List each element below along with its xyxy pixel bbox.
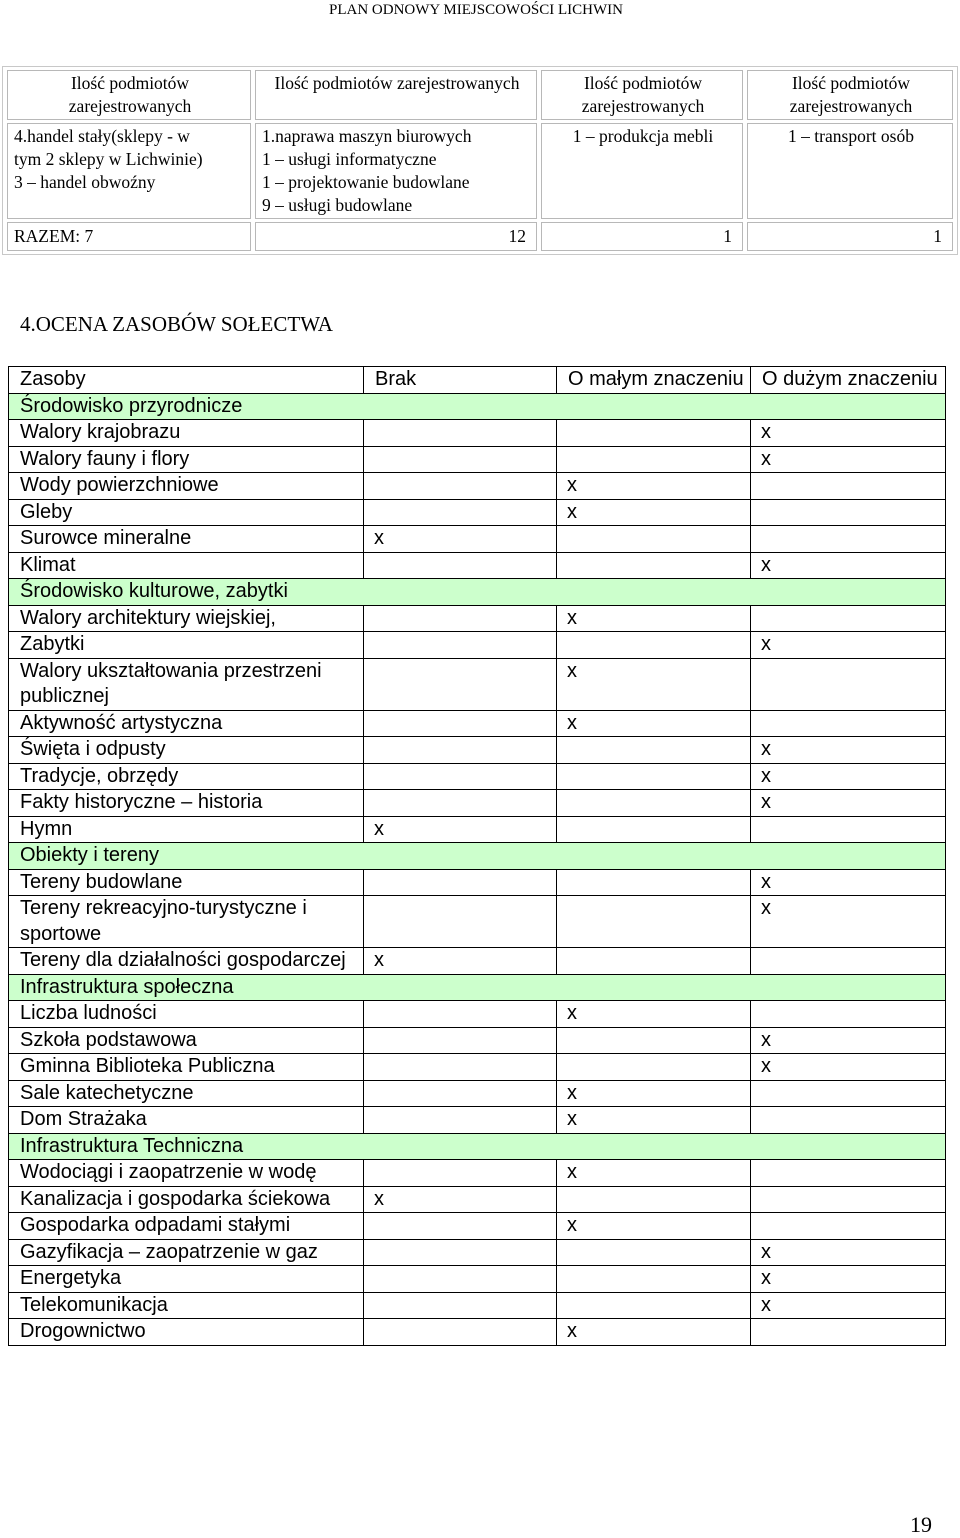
rating-cell-duze <box>751 1186 946 1213</box>
business-cell-production <box>541 123 743 219</box>
rating-cell-male: x <box>557 473 751 500</box>
category-row <box>9 579 946 606</box>
rating-cell-male: x <box>557 605 751 632</box>
resource-row <box>9 658 946 710</box>
running-header: PLAN ODNOWY MIEJSCOWOŚCI LICHWIN <box>328 2 623 18</box>
rating-cell-male <box>557 1054 751 1081</box>
rating-cell-duze: x <box>751 1027 946 1054</box>
resource-row <box>9 1001 946 1028</box>
resource-label: Hymn <box>9 816 364 843</box>
resource-label: Szkoła podstawowa <box>9 1027 364 1054</box>
rating-cell-duze <box>751 605 946 632</box>
resource-row <box>9 737 946 764</box>
category-label: Obiekty i tereny <box>9 843 946 870</box>
resource-label: Walory ukształtowania przestrzeni publicznej <box>9 658 364 710</box>
header-cell: Ilość podmiotów zarejestrowanych <box>747 70 953 120</box>
rating-cell-brak <box>364 1080 557 1107</box>
rating-cell-male <box>557 763 751 790</box>
rating-cell-brak <box>364 446 557 473</box>
rating-cell-brak <box>364 1027 557 1054</box>
resource-label: Święta i odpusty <box>9 737 364 764</box>
rating-cell-duze: x <box>751 1292 946 1319</box>
resource-label: Tereny rekreacyjno-turystyczne i sportowe <box>9 896 364 948</box>
resource-label: Walory fauny i flory <box>9 446 364 473</box>
rating-cell-brak <box>364 1160 557 1187</box>
totals-col2: 12 <box>255 222 537 251</box>
category-row <box>9 1133 946 1160</box>
rating-cell-brak <box>364 896 557 948</box>
rating-cell-male: x <box>557 1001 751 1028</box>
rating-cell-male <box>557 1239 751 1266</box>
rating-cell-brak <box>364 658 557 710</box>
business-table-data-row <box>7 123 953 219</box>
rating-cell-brak: x <box>364 1186 557 1213</box>
resource-row <box>9 473 946 500</box>
rating-cell-male <box>557 526 751 553</box>
column-header: O małym znaczeniu <box>557 367 751 394</box>
rating-cell-brak <box>364 420 557 447</box>
resource-label: Walory krajobrazu <box>9 420 364 447</box>
rating-cell-duze <box>751 816 946 843</box>
rating-cell-duze <box>751 710 946 737</box>
totals-col3: 1 <box>541 222 743 251</box>
totals-col4: 1 <box>747 222 953 251</box>
rating-cell-duze: x <box>751 446 946 473</box>
resource-label: Energetyka <box>9 1266 364 1293</box>
rating-cell-brak <box>364 473 557 500</box>
resource-row <box>9 1080 946 1107</box>
rating-cell-brak: x <box>364 948 557 975</box>
rating-cell-duze <box>751 948 946 975</box>
rating-cell-duze: x <box>751 1239 946 1266</box>
cell-line: tym 2 sklepy w Lichwinie) <box>14 149 203 169</box>
resources-body <box>9 393 946 1345</box>
resource-label: Telekomunikacja <box>9 1292 364 1319</box>
category-row <box>9 843 946 870</box>
rating-cell-brak <box>364 763 557 790</box>
rating-cell-duze <box>751 1319 946 1346</box>
resource-label: Drogownictwo <box>9 1319 364 1346</box>
resource-row <box>9 420 946 447</box>
resource-label: Liczba ludności <box>9 1001 364 1028</box>
business-table-totals-row <box>7 222 953 251</box>
resource-row <box>9 1027 946 1054</box>
rating-cell-male <box>557 869 751 896</box>
rating-cell-duze: x <box>751 1054 946 1081</box>
resource-row <box>9 948 946 975</box>
rating-cell-duze: x <box>751 420 946 447</box>
rating-cell-brak <box>364 790 557 817</box>
resource-label: Walory architektury wiejskiej, <box>9 605 364 632</box>
rating-cell-male: x <box>557 499 751 526</box>
resources-header-row <box>9 367 946 394</box>
rating-cell-male <box>557 1027 751 1054</box>
rating-cell-male: x <box>557 1160 751 1187</box>
rating-cell-duze: x <box>751 737 946 764</box>
rating-cell-male <box>557 420 751 447</box>
business-cell-services <box>255 123 537 219</box>
cell-line: 1 – produkcja mebli <box>572 126 714 146</box>
resource-row <box>9 1213 946 1240</box>
rating-cell-duze <box>751 499 946 526</box>
business-table-header-row <box>7 70 953 120</box>
rating-cell-brak <box>364 1054 557 1081</box>
rating-cell-male <box>557 552 751 579</box>
resource-row <box>9 1292 946 1319</box>
rating-cell-duze <box>751 1080 946 1107</box>
rating-cell-brak <box>364 605 557 632</box>
header-cell: Ilość podmiotów zarejestrowanych <box>7 70 251 120</box>
resource-label: Sale katechetyczne <box>9 1080 364 1107</box>
rating-cell-brak <box>364 1266 557 1293</box>
page-number: 19 <box>910 1512 932 1537</box>
resource-label: Wodociągi i zaopatrzenie w wodę <box>9 1160 364 1187</box>
resource-label: Zabytki <box>9 632 364 659</box>
rating-cell-brak <box>364 1319 557 1346</box>
totals-label: RAZEM: 7 <box>7 222 251 251</box>
resource-row <box>9 552 946 579</box>
rating-cell-male <box>557 737 751 764</box>
resource-label: Kanalizacja i gospodarka ściekowa <box>9 1186 364 1213</box>
resources-table <box>8 366 946 1346</box>
rating-cell-duze <box>751 1001 946 1028</box>
rating-cell-brak <box>364 710 557 737</box>
resource-label: Gminna Biblioteka Publiczna <box>9 1054 364 1081</box>
rating-cell-duze <box>751 1213 946 1240</box>
resource-label: Dom Strażaka <box>9 1107 364 1134</box>
section-heading: 4.OCENA ZASOBÓW SOŁECTWA <box>20 312 333 336</box>
category-row <box>9 393 946 420</box>
business-cell-transport <box>747 123 953 219</box>
rating-cell-duze: x <box>751 632 946 659</box>
business-cell-trade <box>7 123 251 219</box>
header-cell: Ilość podmiotów zarejestrowanych <box>255 70 537 120</box>
resource-row <box>9 526 946 553</box>
cell-line: 1.naprawa maszyn biurowych <box>262 126 472 146</box>
rating-cell-brak <box>364 1001 557 1028</box>
resource-label: Surowce mineralne <box>9 526 364 553</box>
column-header: Zasoby <box>9 367 364 394</box>
rating-cell-male <box>557 896 751 948</box>
rating-cell-duze <box>751 1160 946 1187</box>
category-row <box>9 974 946 1001</box>
resource-label: Fakty historyczne – historia <box>9 790 364 817</box>
column-header: O dużym znaczeniu <box>751 367 946 394</box>
rating-cell-brak <box>364 869 557 896</box>
rating-cell-male <box>557 790 751 817</box>
rating-cell-brak <box>364 1239 557 1266</box>
resource-row <box>9 1319 946 1346</box>
rating-cell-male: x <box>557 1213 751 1240</box>
rating-cell-brak <box>364 632 557 659</box>
resource-label: Tereny dla działalności gospodarczej <box>9 948 364 975</box>
rating-cell-male: x <box>557 1107 751 1134</box>
rating-cell-male: x <box>557 1080 751 1107</box>
resource-row <box>9 632 946 659</box>
header-cell: Ilość podmiotów zarejestrowanych <box>541 70 743 120</box>
rating-cell-brak: x <box>364 526 557 553</box>
rating-cell-duze: x <box>751 552 946 579</box>
rating-cell-male <box>557 816 751 843</box>
resource-row <box>9 1266 946 1293</box>
category-label: Środowisko przyrodnicze <box>9 393 946 420</box>
rating-cell-brak <box>364 1213 557 1240</box>
cell-line: 1 – transport osób <box>788 126 914 146</box>
resource-label: Gazyfikacja – zaopatrzenie w gaz <box>9 1239 364 1266</box>
rating-cell-duze <box>751 658 946 710</box>
resource-row <box>9 1160 946 1187</box>
resource-row <box>9 1054 946 1081</box>
rating-cell-male <box>557 1186 751 1213</box>
rating-cell-brak <box>364 1107 557 1134</box>
rating-cell-duze: x <box>751 869 946 896</box>
cell-line: 9 – usługi budowlane <box>262 195 413 215</box>
resource-row <box>9 816 946 843</box>
rating-cell-brak <box>364 737 557 764</box>
resource-label: Klimat <box>9 552 364 579</box>
resource-label: Aktywność artystyczna <box>9 710 364 737</box>
resource-label: Wody powierzchniowe <box>9 473 364 500</box>
rating-cell-brak: x <box>364 816 557 843</box>
rating-cell-duze <box>751 526 946 553</box>
rating-cell-duze <box>751 1107 946 1134</box>
resource-label: Gospodarka odpadami stałymi <box>9 1213 364 1240</box>
rating-cell-male <box>557 1292 751 1319</box>
category-label: Środowisko kulturowe, zabytki <box>9 579 946 606</box>
rating-cell-brak <box>364 1292 557 1319</box>
resource-label: Tereny budowlane <box>9 869 364 896</box>
resource-row <box>9 1239 946 1266</box>
resource-row <box>9 446 946 473</box>
column-header: Brak <box>364 367 557 394</box>
rating-cell-duze: x <box>751 1266 946 1293</box>
category-label: Infrastruktura społeczna <box>9 974 946 1001</box>
resource-row <box>9 1107 946 1134</box>
rating-cell-duze: x <box>751 790 946 817</box>
resource-row <box>9 790 946 817</box>
rating-cell-male: x <box>557 1319 751 1346</box>
resource-row <box>9 499 946 526</box>
resource-label: Tradycje, obrzędy <box>9 763 364 790</box>
cell-line: 1 – projektowanie budowlane <box>262 172 470 192</box>
rating-cell-brak <box>364 499 557 526</box>
rating-cell-duze: x <box>751 896 946 948</box>
resource-label: Gleby <box>9 499 364 526</box>
resource-row <box>9 710 946 737</box>
rating-cell-male <box>557 632 751 659</box>
resource-row <box>9 869 946 896</box>
category-label: Infrastruktura Techniczna <box>9 1133 946 1160</box>
resource-row <box>9 1186 946 1213</box>
resource-row <box>9 896 946 948</box>
cell-line: 3 – handel obwoźny <box>14 172 156 192</box>
rating-cell-male: x <box>557 710 751 737</box>
rating-cell-male <box>557 446 751 473</box>
rating-cell-duze <box>751 473 946 500</box>
rating-cell-duze: x <box>751 763 946 790</box>
rating-cell-male <box>557 1266 751 1293</box>
resource-row <box>9 763 946 790</box>
cell-line: 4.handel stały(sklepy - w <box>14 126 190 146</box>
business-table <box>2 66 958 255</box>
rating-cell-male: x <box>557 658 751 710</box>
rating-cell-male <box>557 948 751 975</box>
resource-row <box>9 605 946 632</box>
rating-cell-brak <box>364 552 557 579</box>
cell-line: 1 – usługi informatyczne <box>262 149 437 169</box>
